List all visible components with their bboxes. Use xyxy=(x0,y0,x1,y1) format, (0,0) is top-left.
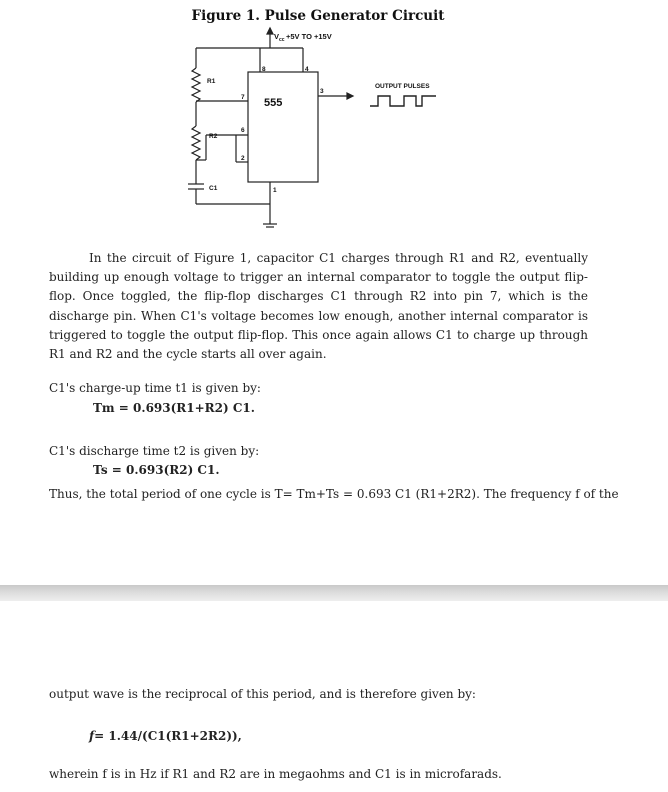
resistor-r1 xyxy=(192,68,200,102)
units-note: wherein f is in Hz if R1 and R2 are in megaohms and C1 is in microfarads. xyxy=(49,767,502,781)
frequency-formula xyxy=(89,729,242,744)
charge-time-formula: Tm = 0.693(R1+R2) C1. xyxy=(93,401,255,415)
output-pulses-label: OUTPUT PULSES xyxy=(375,83,430,90)
resistor-r2 xyxy=(192,126,200,160)
page-break-divider xyxy=(0,585,668,601)
chip-555-label: 555 xyxy=(264,97,283,109)
paragraph-text: In the circuit of Figure 1, capacitor C1 charges through R1 and R2, eventually building up enough voltage to trigger an internal comparator to toggle the output flip-flop. Once toggled, the flip-flop discharges C1 through R2 into pin 7, which is the discharge pin. When C1's voltage becomes low enough, another internal comparator is triggered to toggle the output flip-flop. This once again allows C1 to charge up through R1 and R2 and the cycle starts all over again. xyxy=(49,251,588,362)
frequency-expression: = 1.44/(C1(R1+2R2)), xyxy=(94,729,242,743)
pin-6-label: 6 xyxy=(241,127,245,134)
figure-title: Figure 1. Pulse Generator Circuit xyxy=(191,8,445,24)
chip-555-body xyxy=(248,72,318,182)
period-text: Thus, the total period of one cycle is T= Tm+Ts = 0.693 C1 (R1+2R2). The frequency f of the xyxy=(49,487,619,501)
document-page-2 xyxy=(0,601,668,792)
discharge-time-formula: Ts = 0.693(R2) C1. xyxy=(93,463,220,477)
r1-label: R1 xyxy=(207,78,216,85)
pin-8-label: 8 xyxy=(262,66,266,73)
vcc-subscript: cc xyxy=(279,37,285,43)
c1-label: C1 xyxy=(209,185,218,192)
output-arrow-head xyxy=(347,93,353,99)
pin-3-label: 3 xyxy=(320,88,324,95)
vcc-symbol: V xyxy=(274,32,280,41)
charge-time-intro: C1's charge-up time t1 is given by: xyxy=(49,381,261,395)
output-pulse-waveform xyxy=(370,96,436,106)
discharge-time-intro: C1's discharge time t2 is given by: xyxy=(49,444,260,458)
pin-7-label: 7 xyxy=(241,94,245,101)
continuation-text: output wave is the reciprocal of this period, and is therefore given by: xyxy=(49,687,476,701)
pin-1-label: 1 xyxy=(273,187,277,194)
vcc-arrow-head xyxy=(267,28,273,34)
r2-label: R2 xyxy=(209,133,218,140)
frequency-variable: f xyxy=(89,729,95,743)
pin-2-label: 2 xyxy=(241,155,245,162)
body-paragraph xyxy=(49,249,588,364)
pulse-generator-circuit-diagram xyxy=(178,26,478,231)
vcc-range-label: +5V TO +15V xyxy=(286,32,332,41)
pin-4-label: 4 xyxy=(305,66,309,73)
